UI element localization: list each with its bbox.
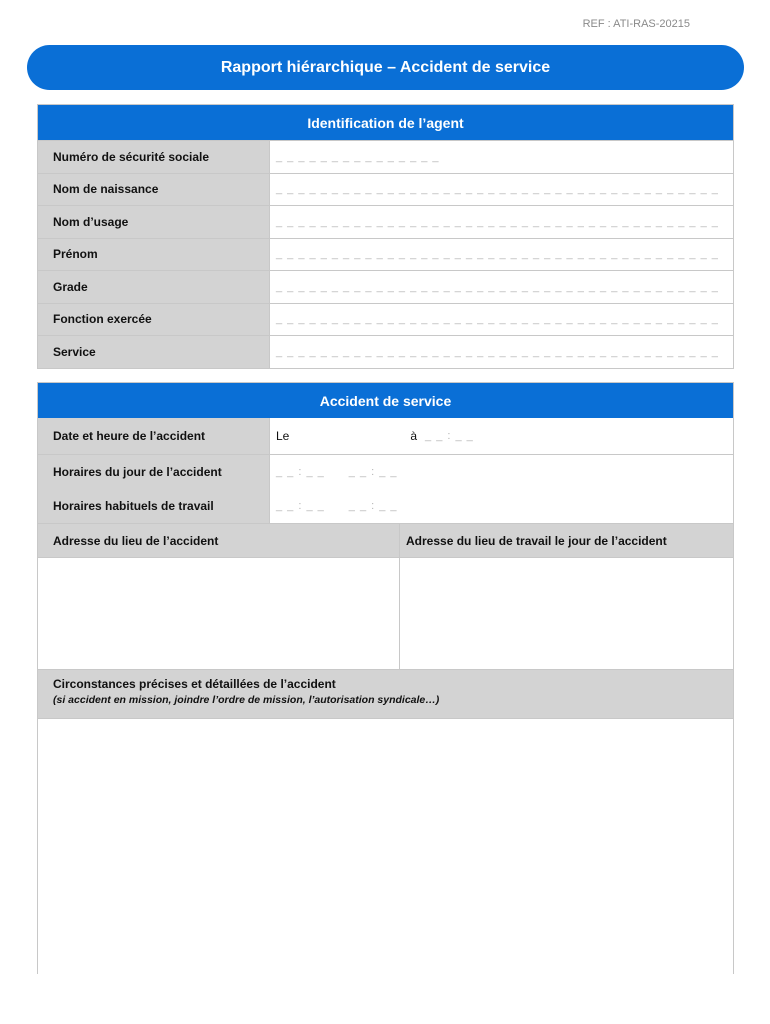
agent-identification-section bbox=[37, 104, 734, 369]
field-row-accident-date bbox=[38, 418, 733, 454]
accident-header: Accident de service bbox=[38, 383, 733, 418]
function-field[interactable]: _ _ _ _ _ _ _ _ _ _ _ _ _ _ _ _ _ _ _ _ _ _ _ _ _ _ _ _ _ _ _ _ _ _ _ _ _ _ _ _ bbox=[269, 304, 733, 336]
accident-time-field[interactable]: _ _ : _ _ bbox=[425, 430, 474, 442]
social-security-field[interactable]: _ _ _ _ _ _ _ _ _ _ _ _ _ _ _ bbox=[269, 141, 733, 173]
circumstances-field[interactable] bbox=[38, 718, 733, 974]
first-name-label: Prénom bbox=[38, 239, 269, 271]
field-row-usage-name bbox=[38, 205, 733, 238]
field-row-social-security bbox=[38, 140, 733, 173]
hours-today-to[interactable]: _ _ : _ _ bbox=[348, 465, 398, 478]
hours-usual-label: Horaires habituels de travail bbox=[38, 488, 269, 523]
grade-label: Grade bbox=[38, 271, 269, 303]
work-address-label: Adresse du lieu de travail le jour de l’accident bbox=[400, 524, 733, 557]
field-row-hours-usual bbox=[38, 488, 733, 523]
circumstances-note: (si accident en mission, joindre l’ordre de mission, l’autorisation syndicale…) bbox=[53, 694, 440, 706]
field-row-first-name bbox=[38, 238, 733, 271]
work-address-column bbox=[399, 524, 733, 669]
hours-usual-to[interactable]: _ _ : _ _ bbox=[348, 499, 398, 512]
hours-usual-field bbox=[269, 488, 733, 523]
address-block bbox=[38, 523, 733, 669]
accident-section bbox=[37, 382, 734, 974]
first-name-field[interactable]: _ _ _ _ _ _ _ _ _ _ _ _ _ _ _ _ _ _ _ _ _ _ _ _ _ _ _ _ _ _ _ _ _ _ _ _ _ _ _ _ bbox=[269, 239, 733, 271]
agent-identification-header: Identification de l’agent bbox=[38, 105, 733, 140]
hours-today-label: Horaires du jour de l’accident bbox=[38, 455, 269, 488]
work-address-field[interactable] bbox=[400, 557, 733, 669]
accident-address-column bbox=[38, 524, 399, 669]
function-label: Fonction exercée bbox=[38, 304, 269, 336]
field-row-grade bbox=[38, 270, 733, 303]
reference-code: REF : ATI-RAS-20215 bbox=[582, 18, 690, 30]
service-field[interactable]: _ _ _ _ _ _ _ _ _ _ _ _ _ _ _ _ _ _ _ _ _ _ _ _ _ _ _ _ _ _ _ _ _ _ _ _ _ _ _ _ bbox=[269, 336, 733, 368]
service-label: Service bbox=[38, 336, 269, 368]
social-security-label: Numéro de sécurité sociale bbox=[38, 141, 269, 173]
accident-address-field[interactable] bbox=[38, 557, 399, 669]
accident-date-field[interactable] bbox=[269, 418, 733, 454]
circumstances-header bbox=[38, 669, 733, 718]
field-row-birth-name bbox=[38, 173, 733, 206]
hours-today-field bbox=[269, 455, 733, 488]
page-title: Rapport hiérarchique – Accident de service bbox=[27, 45, 744, 90]
usage-name-label: Nom d’usage bbox=[38, 206, 269, 238]
usage-name-field[interactable]: _ _ _ _ _ _ _ _ _ _ _ _ _ _ _ _ _ _ _ _ _ _ _ _ _ _ _ _ _ _ _ _ _ _ _ _ _ _ _ _ bbox=[269, 206, 733, 238]
hours-usual-from[interactable]: _ _ : _ _ bbox=[276, 499, 325, 512]
grade-field[interactable]: _ _ _ _ _ _ _ _ _ _ _ _ _ _ _ _ _ _ _ _ _ _ _ _ _ _ _ _ _ _ _ _ _ _ _ _ _ _ _ _ bbox=[269, 271, 733, 303]
birth-name-label: Nom de naissance bbox=[38, 174, 269, 206]
time-prefix: à bbox=[410, 429, 418, 443]
birth-name-field[interactable]: _ _ _ _ _ _ _ _ _ _ _ _ _ _ _ _ _ _ _ _ _ _ _ _ _ _ _ _ _ _ _ _ _ _ _ _ _ _ _ _ bbox=[269, 174, 733, 206]
circumstances-label: Circonstances précises et détaillées de l’accident bbox=[53, 677, 336, 691]
date-prefix: Le bbox=[276, 429, 290, 443]
field-row-hours-today bbox=[38, 454, 733, 488]
field-row-service bbox=[38, 335, 733, 368]
field-row-function bbox=[38, 303, 733, 336]
hours-today-from[interactable]: _ _ : _ _ bbox=[276, 465, 325, 478]
accident-address-label: Adresse du lieu de l’accident bbox=[38, 524, 399, 557]
accident-date-label: Date et heure de l’accident bbox=[38, 418, 269, 454]
